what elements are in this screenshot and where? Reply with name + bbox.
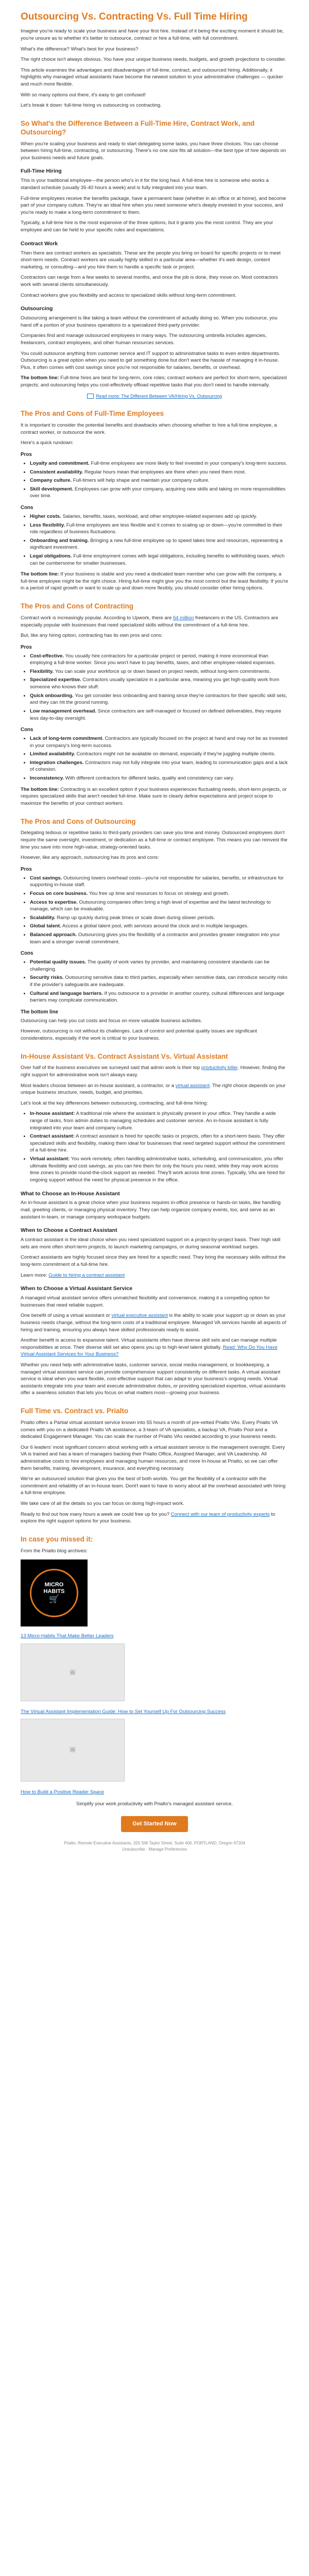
item-text: A contract assistant is hired for specific tasks or projects, often for a short-term basis. They offer specialized skills and flexibility, making them ideal for businesses that need targeted support without the commitment of a full-time hire.: [30, 1133, 285, 1154]
subheading: Outsourcing: [21, 306, 53, 312]
cons-list: [21, 735, 288, 782]
paragraph: Typically, a full-time hire is the most expensive of the three options, but it grants you the most control. They are your employee and can be held to your specific rules and expectations.: [21, 220, 273, 233]
intro-paragraph: What's the difference? What's best for your business?: [21, 46, 139, 52]
cons-heading: Cons: [21, 951, 33, 957]
item-text: Contractors are typically focused on the project at hand and may not be as invested in your company's long-term success.: [30, 736, 288, 749]
item-text: Full-time employees are less flexible and it comes to scaling up or down—you're committed to their role regardless of business fluctuations.: [30, 522, 283, 535]
item-text: Access a global talent pool, with services around the clock and in multiple languages.: [61, 923, 249, 929]
connect-team-link[interactable]: Connect with our team of productivity experts: [170, 1511, 270, 1517]
pros-list: [21, 460, 288, 500]
paragraph: Contract workers give you flexibility and access to specialized skills without long-term commitment.: [21, 292, 237, 298]
item-text: Contractors might not be available on demand, especially if they're juggling multiple clients.: [75, 751, 276, 757]
list-item: [30, 676, 288, 690]
paragraph: We're an outsourced solution that gives you the best of both worlds. You get the flexibility of a contractor with the commitment and reliability of an in-house team. Dont't want to have to worry about all the overhead associated with hiring a full-time employee.: [21, 1476, 286, 1496]
pros-heading: Pros: [21, 866, 32, 872]
text-span: Ready to find out how many hours a week we could free up for you?: [21, 1511, 171, 1517]
list-item: [30, 899, 288, 913]
paragraph: [21, 1511, 288, 1525]
item-label: Quick onboarding.: [30, 692, 74, 699]
item-label: Loyalty and commitment.: [30, 460, 90, 466]
section-heading: In-House Assistant Vs. Contract Assistant Vs. Virtual Assistant: [21, 1052, 228, 1060]
text-span: Over half of the business executives we surveyed said that admin work is their top: [21, 1065, 201, 1071]
list-item: [30, 990, 288, 1004]
intro-section: [21, 28, 288, 109]
list-item: [30, 759, 288, 773]
micro-habits-thumbnail[interactable]: [21, 1560, 88, 1626]
paragraph: Here's a quick rundown:: [21, 440, 74, 446]
bottom-line: [21, 786, 288, 807]
envelope-icon: [87, 394, 94, 399]
list-item: [30, 708, 288, 722]
blog-link-wrap: [21, 1633, 288, 1640]
paragraph: [21, 1312, 288, 1333]
item-text: The quality of work varies by provider, and maintaining consistent standards can be challenging.: [30, 959, 270, 972]
paragraph: An in-house assistant is a great choice when your business requires in-office presence or hands-on tasks, like handling mail, greeting clients, or managing physical inventory. They can help organize company events, too, and serve as an assistant in-team, or manage company workspace budgets.: [21, 1200, 281, 1220]
list-item: [30, 477, 288, 484]
list-item: [30, 890, 288, 897]
list-item: [30, 469, 288, 476]
cons-list: [21, 959, 288, 1004]
productivity-link[interactable]: productivity killer: [201, 1065, 238, 1071]
subheading: Full-Time Hiring: [21, 168, 62, 175]
paragraph: It is important to consider the potential benefits and drawbacks when choosing whether to hire a full-time employee, a contract worker, or outsource the work.: [21, 422, 277, 435]
text-span: One benefit of using a virtual assistant or: [21, 1313, 112, 1319]
item-text: If you outsource to a provider in another country, cultural differences and language barriers may complicate communication.: [30, 990, 284, 1004]
text-span: to explore the right support options for your business.: [21, 1511, 276, 1524]
item-label: Cost-effective.: [30, 653, 64, 659]
blog-link-wrap: [21, 1789, 288, 1796]
logo-line: MICRO: [44, 1582, 64, 1588]
list-item: [30, 486, 288, 500]
paragraph: Our 6 leaders' most significant concern about working with a virtual assistant service is the management oversight. Every VA is trained and has a team of managers backing their Prialto Office, Assigned Manager, and VA Leadership. All administrative costs to hire employees and managing human resources, and more In-house at Prialto, so we can offer them benefits, training, development, insurance, and everything necessary.: [21, 1444, 285, 1471]
paragraph: But, like any hiring option, contracting has its own pros and cons:: [21, 633, 163, 639]
paragraph: Whether you need help with administrative tasks, customer service, social media management, or bookkeeping, a managed virtual assistant service can provide comprehensive support consistently on different tasks. A virtual assistant service is ideal when you want flexible, cost-effective support that can adapt to your business's ongoing needs. Virtual assistants integrate into your team and execute administrative duties, or providing specialized expertise, virtual assistants offer a seamless solution that lets you focus on what matters most—growing your business.: [21, 1362, 286, 1396]
subheading: When to Choose a Contract Assistant: [21, 1227, 117, 1234]
item-label: Skill development.: [30, 486, 74, 492]
assistant-types-list: [21, 1110, 288, 1183]
list-item: [30, 751, 288, 758]
item-label: Company culture.: [30, 478, 72, 484]
read-more-link[interactable]: Read more: The Different Between VA/Hiring Vs. Outsourcing: [95, 393, 222, 399]
item-label: Less flexibility.: [30, 522, 65, 528]
email-body: [21, 0, 288, 1852]
item-label: Potential quality issues.: [30, 959, 87, 965]
list-item: [30, 959, 288, 973]
list-item: [30, 1110, 288, 1131]
item-text: Salaries, benefits, taxes, workload, and other employee-related expenses add up quickly.: [61, 513, 258, 519]
item-text: You usually hire contractors for a particular project or period, making it more economical than employing a full-time worker. Since you won't have to pay benefits, taxes, and other employee-related expenses.: [30, 653, 276, 666]
bottom-line-text: Full-time hires are best for long-term, core roles; contract workers are perfect for short-term, specialized projects; and outsourcing helps you cost-effectively offload repetitive tasks that you don't need to handle internally.: [21, 375, 287, 388]
item-text: Bringing a new full-time employee up to speed takes time and resources, representing a significant investment.: [30, 537, 283, 551]
text-span: . The right choice depends on your unique business structure, needs, budget, and priorities.: [21, 1082, 286, 1096]
paragraph: [21, 1082, 288, 1096]
item-text: Regular hours mean that employees are there when you need them most.: [83, 469, 246, 475]
list-item: [30, 775, 288, 782]
item-label: Global talent.: [30, 923, 61, 929]
item-text: Outsourcing gives you the flexibility of a contractor and provides greater integration into your team and a stronger overall commitment.: [30, 931, 280, 945]
cart-icon: 🛒: [49, 1595, 59, 1604]
subheading: Contract Work: [21, 240, 58, 247]
paragraph: Outsourcing arrangement is like taking a team without the commitment of actually doing so. When you outsource, you hand off a portion of your business operations to a specialized third-party provider.: [21, 315, 278, 328]
item-label: Flexibility.: [30, 668, 54, 674]
blog-link-reader-space[interactable]: How to Build a Positive Reader Space: [21, 1789, 105, 1795]
cons-list: [21, 513, 288, 567]
list-item: [30, 914, 288, 922]
cta-wrap: [21, 1816, 288, 1833]
item-label: Onboarding and training.: [30, 537, 89, 544]
section-heading: In case you missed it:: [21, 1535, 93, 1543]
item-label: In-house assistant:: [30, 1111, 75, 1117]
item-text: Outsourcing lowers overhead costs—you're not responsible for salaries, benefits, or infrastructure for supporting in-house staff.: [30, 875, 284, 888]
paragraph: You could outsource anything from customer service and IT support to administrative tasks to even entire departments. Outsourcing is a great option when you need to get something done but don't want the hassle of managing it in-house. Plus, it often comes with cost savings since you're not responsible for salaries, benefits, or overhead.: [21, 350, 280, 370]
item-label: Security risks.: [30, 975, 64, 981]
text-span: Most leaders choose between an in-house assistant, a contractor, or a: [21, 1082, 176, 1089]
item-label: Higher costs.: [30, 513, 61, 519]
intro-paragraph: Let's break it down: full-time hiring vs outsourcing vs contracting.: [21, 103, 162, 109]
logo-line: HABITS: [43, 1588, 65, 1595]
stat-link[interactable]: 64 million: [173, 615, 194, 621]
item-text: Outsourcing companies often bring a high level of expertise and the latest technology to manage, which can be invaluable.: [30, 899, 271, 912]
paragraph: We take care of all the details so you can focus on doing high-impact work.: [21, 1501, 184, 1506]
item-text: You get consider less onboarding and training since they're contractors for their specific skill sets, and they can hit the ground running.: [30, 692, 287, 706]
list-item: [30, 692, 288, 706]
item-label: Virtual assistant:: [30, 1156, 70, 1162]
blog-link-micro-habits[interactable]: 13 Micro-Habits That Make Better Leaders: [21, 1633, 114, 1639]
paragraph: [21, 1272, 288, 1279]
item-label: Legal obligations.: [30, 553, 72, 559]
text-span: Another benefit is access to expansive talent. Virtual assistants often have diverse skill sets and can manage multiple responsibilities at once. Their diverse skill set also opens you up to high-level talent globally.: [21, 1337, 277, 1350]
item-text: Ramp up quickly during peak times or scale down during slower periods.: [55, 914, 215, 921]
archive-label: From the Prialto blog archives:: [21, 1548, 88, 1554]
paragraph: Contractors can range from a few weeks to several months, and once the job is done, they move on. Most contractors work with several clients simultaneously.: [21, 275, 278, 287]
paragraph: [21, 1064, 288, 1078]
item-label: Cost savings.: [30, 875, 62, 881]
intro-paragraph: With so many options out there, it's easy to get confused!: [21, 92, 146, 98]
get-started-button[interactable]: Get Started Now: [121, 1816, 188, 1833]
read-link[interactable]: Read: Why Do You Have Virtual Assistant Services for Your Business?: [21, 1344, 278, 1358]
item-label: Access to expertise.: [30, 899, 78, 905]
image-placeholder-icon: 🖼: [70, 1669, 76, 1675]
blog-feature: [21, 1560, 288, 1626]
bottom-line-label: The bottom line:: [21, 786, 59, 792]
pros-list: [21, 875, 288, 945]
section-heading: So What's the Difference Between a Full-Time Hire, Contract Work, and Outsourcing?: [21, 119, 255, 136]
list-item: [30, 553, 288, 567]
item-label: Integration challenges.: [30, 759, 84, 766]
paragraph: A managed virtual assistant service offers unmatched flexibility and convenience, making it a compelling option for businesses that need reliable support.: [21, 1295, 270, 1308]
list-item: [30, 1133, 288, 1154]
item-text: Full-timers will help shape and maintain your company culture.: [72, 478, 210, 484]
list-item: [30, 460, 288, 467]
read-more: [21, 393, 288, 400]
learn-more-link[interactable]: Guide to hiring a contract assistant: [48, 1272, 125, 1278]
item-label: Scalability.: [30, 914, 56, 921]
item-text: Full-time employees are more likely to feel invested in your company's long-term success.: [89, 460, 287, 466]
text-span: . However, finding the right support for administrative work isn't always easy.: [21, 1065, 285, 1078]
cons-heading: Cons: [21, 505, 33, 511]
list-item: [30, 513, 288, 520]
list-item: [30, 974, 288, 988]
list-item: [30, 1156, 288, 1183]
cta-tagline: Simplify your work productivity with Prialto's managed assistant service.: [76, 1801, 233, 1807]
micro-habits-logo: [30, 1569, 78, 1617]
section-heading: The Pros and Cons of Full-Time Employees: [21, 410, 164, 418]
section-heading: The Pros and Cons of Outsourcing: [21, 817, 136, 825]
intro-paragraph: Imagine you're ready to scale your business and have your first hire. Instead of it being the exciting moment it should be, you're unsure as to whether it's better to outsource, contract or hire a full-time, with full commitment.: [21, 28, 284, 42]
pros-list: [21, 653, 288, 722]
bottom-line: [21, 375, 288, 388]
blog-thumbnail-image[interactable]: [21, 1643, 125, 1701]
item-label: Inconsistency.: [30, 775, 64, 782]
list-item: [30, 923, 288, 930]
virtual-executive-assistant-link[interactable]: virtual executive assistant: [111, 1313, 168, 1319]
paragraph: However, like any approach, outsourcing has its pros and cons:: [21, 855, 159, 861]
pros-heading: Pros: [21, 452, 32, 458]
item-label: Lack of long-term commitment.: [30, 736, 104, 742]
blog-link-va-guide[interactable]: The Virtual Assistant Implementation Guide: How to Set Yourself Up For Outsourcing Success: [21, 1708, 226, 1715]
paragraph: When you're scaling your business and ready to start delegating some tasks, you have three choices. You can choose between hiring full-time, contracting, or outsourcing. There's no one size fits all solution—the best type of hire depends on your business needs and future goals.: [21, 141, 286, 161]
bottom-line-label: The bottom line:: [21, 571, 59, 578]
paragraph: [21, 615, 288, 629]
paragraph: Let's look at the key differences between outsourcing, contracting, and full-time hiring:: [21, 1100, 208, 1106]
item-text: Full-time employment comes with legal obligations, including benefits to withholding taxes, which can be cumbersome for smaller businesses.: [30, 553, 285, 566]
paragraph: A contract assistant is the ideal choice when you need specialized support on a project-by-project basis. Their high skill sets are more often short-term projects, to launch marketing campaigns, or during seasonal workload surges.: [21, 1237, 281, 1250]
paragraph: [21, 1337, 288, 1358]
image-placeholder-icon: 🖼: [70, 1747, 76, 1753]
paragraph: Contract assistants are highly focused since they are hired for a specific need. They bring the necessary skills without the long-term commitment of a full-time hire.: [21, 1255, 286, 1267]
page-title: Outsourcing Vs. Contracting Vs. Full Time Hiring: [21, 11, 248, 22]
pros-heading: Pros: [21, 644, 32, 650]
item-text: You work remotely, often handling administrative tasks, scheduling, and communication, you offer ultimate flexibility and cost savings, as you can hire them for only the hours you need, while they may work across time zones to provide round-the-clock support as needed. They'll work across time zones. Typically, VAs are hired for ongoing support without the need for physical presence in the office.: [30, 1156, 285, 1183]
paragraph: Full-time employees receive the benefits package, have a permanent base (whether in an office or at home), and become part of your company culture. They're an ideal hire when you need someone who's deeply invested in your success, and you're ready to make a long-term commitment to them.: [21, 195, 286, 215]
item-label: Low management overhead.: [30, 708, 97, 714]
paragraph: However, outsourcing is not without its challenges. Lack of control and potential quality issues are significant considerations, especially if the work is critical to your business.: [21, 1028, 258, 1041]
cons-heading: Cons: [21, 727, 33, 733]
text-span: Learn more:: [21, 1272, 49, 1278]
intro-paragraph: The right choice isn't always obvious. You have your unique business needs, budgets, and growth projections to consider.: [21, 57, 286, 63]
item-text: A traditional role where the assistant is physically present in your office. They handle a wide range of tasks, from admin duties to managing schedules and customer service. An in-house assistant is fully integrated into your team and company culture.: [30, 1111, 276, 1131]
paragraph: This is your traditional employee—the person who's in it for the long haul. A full-time hire is someone who works a standard schedule (usually 35-40 hours a week) and is fully integrated into your team.: [21, 178, 269, 191]
paragraph: Prialto offers a Partial virtual assistant service known into 55 hours a month of pre-vetted Prialto VAs. Every Prialto VA comes with you on a dedicated Prialto VA assistance, a 3-team of VA specialists, a backup VA, Prialto Pool and a dedicated Engagement Manager. You can scale the number of Prialto VAs needed according to your business needs.: [21, 1419, 278, 1440]
item-text: Outsourcing sensitive data to third parties, especially when sensitive data, can introduce security risks if the provider's safeguards are inadequate.: [30, 975, 288, 988]
item-label: Balanced approach.: [30, 931, 77, 938]
item-text: Since contractors are self-managed or focused on defined deliverables, they require less day-to-day oversight.: [30, 708, 281, 721]
footer-links[interactable]: Unsubscribe · Manage Preferences: [122, 1846, 187, 1852]
bottom-line-label: The bottom line:: [21, 375, 59, 381]
item-label: Focus on core business.: [30, 890, 88, 896]
bottom-line: [21, 571, 288, 592]
footer: [21, 1840, 288, 1852]
paragraph: Companies find and manage outsourced employees in many ways. The outsourcing umbrella includes agencies, freelancers, contract employees, and other human resources services.: [21, 333, 267, 346]
item-text: Contractors usually specialize in a particular area, meaning you get high-quality work from someone who knows their stuff.: [30, 677, 280, 690]
paragraph: Then there are contract workers as specialists. These are the people you bring on board for specific projects or to meet short-term needs. Contract workers are usually highly skilled in a particular area—whether it's web design, content marketing, or consulting—and you hire them to handle a specific task or project.: [21, 250, 281, 270]
list-item: [30, 522, 288, 536]
text-span: is the ability to scale your support up or down as your business needs change, without the long-term costs of a traditional employee. Managed VA services handle all aspects of hiring and training, ensuring you always have skilled professionals ready to assist.: [21, 1313, 286, 1333]
list-item: [30, 653, 288, 667]
paragraph: Outsourcing can help you cut costs and focus on more valuable business activities.: [21, 1018, 202, 1024]
footer-address: Prialto, Remote Executive Assistants, 320 SW Taylor Street, Suite 400, PORTLAND, Oregon 97204: [64, 1841, 245, 1846]
item-label: Limited availability.: [30, 751, 75, 757]
virtual-assistant-link[interactable]: virtual assistant: [175, 1082, 210, 1089]
item-text: You free up time and resources to focus on strategy and growth.: [88, 890, 230, 896]
bottom-line-text: Contracting is an excellent option if your business experiences fluctuating needs, short-term projects, or requires specialized skills that aren't needed full-time. Make sure to clearly define expectations and project scope to maximize the benefits of your contract workers.: [21, 786, 287, 806]
item-label: Specialized expertise.: [30, 677, 81, 683]
item-text: Contractors may not fully integrate into your team, leading to communication gaps and a lack of cohesion.: [30, 759, 288, 773]
section-heading: The Pros and Cons of Contracting: [21, 602, 134, 611]
list-item: [30, 668, 288, 675]
item-label: Consistent availability.: [30, 469, 83, 475]
item-label: Contract assistant:: [30, 1133, 75, 1140]
item-text: With different contractors for different tasks, quality and consistency can vary.: [63, 775, 234, 782]
list-item: [30, 735, 288, 749]
blog-link-wrap: [21, 1708, 288, 1716]
text-span: Contract work is increasingly popular. According to Upwork, there are: [21, 615, 173, 621]
list-item: [30, 537, 288, 551]
intro-paragraph: This article examines the advantages and disadvantages of full-time, contract, and outsourced hiring. Additionally, it highlights why managed virtual assistants have become the newest solution to your administrative challenges — quicker and much more flexible.: [21, 67, 283, 88]
list-item: [30, 875, 288, 889]
bottom-line-heading: The bottom line: [21, 1009, 58, 1015]
text-span: freelancers in the US. Contractors are especially popular with businesses that need specialized skills without the commitment of a full-time hire.: [21, 615, 279, 628]
bottom-line-text: If your business is stable and you need a dedicated team member who can grow with the company, a full-time employee might be the right choice. Hiring full-time might give you the most control but the least flexibility. If you're in a period of rapid growth or want to scale up and down more flexibly, you should consider other hiring options.: [21, 571, 288, 591]
item-text: Employees can grow with your company, acquiring new skills and taking on more responsibilities over time.: [30, 486, 286, 499]
subheading: What to Choose an In-House Assistant: [21, 1190, 120, 1197]
section-heading: Full Time vs. Contract vs. Prialto: [21, 1407, 129, 1415]
item-label: Cultural and language barriers.: [30, 990, 103, 996]
list-item: [30, 931, 288, 945]
blog-thumbnail-image[interactable]: [21, 1719, 125, 1782]
item-text: You can scale your workforce up or down based on project needs, without long-term commitments.: [54, 668, 271, 674]
subheading: When to Choose a Virtual Assistant Service: [21, 1285, 133, 1292]
paragraph: Delegating tedious or repetitive tasks to third-party providers can save you time and money. Outsourced employees don't require the same oversight, investment, or dedication as a full-time or contract employee. This means you can reinvest the time you save into more high-value, strategy-oriented tasks.: [21, 830, 288, 850]
